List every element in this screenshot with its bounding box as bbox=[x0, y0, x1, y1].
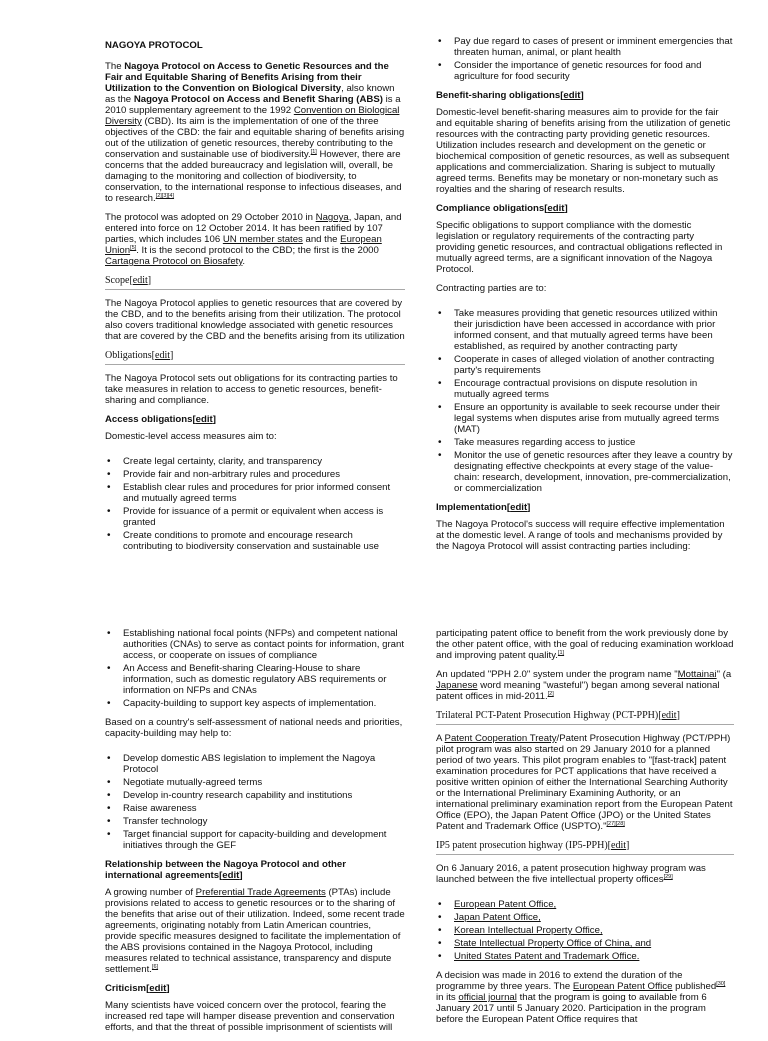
edit-link[interactable]: edit bbox=[563, 90, 581, 101]
link-patent-cooperation-treaty[interactable]: Patent Cooperation Treaty bbox=[444, 733, 557, 744]
edit-link[interactable]: edit bbox=[547, 203, 565, 214]
text-run: An updated "PPH 2.0" system under the program name " bbox=[436, 669, 678, 680]
pph2-paragraph bbox=[436, 669, 734, 702]
list-item: • Negotiate mutually-agreed terms bbox=[105, 777, 405, 788]
list-item: • Ensure an opportunity is available to seek recourse under their legal systems when disputes arise from mutually agreed terms (MAT) bbox=[436, 402, 734, 435]
text-run: (PTAs) include provisions related to access to genetic resources or to the sharing of the benefits that arise out of their utilization. Indeed, some recent trade agreements, originating notably from Latin American countries, provide specific measures designed to facilitate the implementation of the ABS provisions contained in the Nagoya Protocol, including measures related to technical assistance, transparency and dispute settlement. bbox=[105, 887, 405, 975]
list-item: • Provide fair and non-arbitrary rules and procedures bbox=[105, 469, 405, 480]
link-state-ip-office-china[interactable]: State Intellectual Property Office of China, and bbox=[454, 938, 652, 949]
heading-text: Access obligations bbox=[105, 414, 193, 425]
section-heading-scope: Scope[edit] bbox=[105, 275, 405, 290]
list-item: • Establish clear rules and procedures for prior informed consent and mutually agreed terms bbox=[105, 482, 405, 504]
text-run: participating patent office to benefit from the work previously done by the other patent office, with the goal of reducing examination workload and improving patent quality. bbox=[436, 628, 734, 661]
link-japanese[interactable]: Japanese bbox=[436, 680, 478, 691]
list-item: • Pay due regard to cases of present or imminent emergencies that threaten human, animal, or plant health bbox=[436, 36, 734, 58]
text-run: word meaning "wasteful") began among several national patent offices in mid-2011. bbox=[436, 680, 720, 702]
access-intro: Domestic-level access measures aim to: bbox=[105, 431, 277, 442]
contracting-list bbox=[436, 308, 734, 494]
obligations-paragraph: The Nagoya Protocol sets out obligations for its contracting parties to take measures in relation to access to genetic resources, benefit-sharing and compliance. bbox=[105, 373, 398, 406]
reference-link[interactable]: [1] bbox=[557, 649, 565, 656]
link-european-patent-office-2[interactable]: European Patent Office bbox=[572, 981, 673, 992]
link-official-journal[interactable]: official journal bbox=[458, 992, 517, 1003]
subheading-criticism: Criticism[edit] bbox=[105, 983, 170, 994]
list-item: • Develop domestic ABS legislation to implement the Nagoya Protocol bbox=[105, 753, 405, 775]
list-item: • Target financial support for capacity-building and development initiatives through the GEF bbox=[105, 829, 405, 851]
edit-link[interactable]: edit bbox=[510, 502, 528, 513]
heading-text: Trilateral PCT-Patent Prosecution Highway (PCT-PPH) bbox=[436, 710, 659, 721]
link-uspto[interactable]: United States Patent and Trademark Office. bbox=[454, 951, 640, 962]
list-item: • Raise awareness bbox=[105, 803, 405, 814]
adoption-paragraph bbox=[105, 212, 405, 267]
list-item bbox=[436, 925, 734, 936]
subheading-compliance: Compliance obligations[edit] bbox=[436, 203, 568, 214]
ip5-paragraph bbox=[436, 863, 734, 885]
page2-right-column bbox=[436, 628, 734, 1033]
page-gap bbox=[0, 590, 768, 620]
list-item: • Encourage contractual provisions on dispute resolution in mutually agreed terms bbox=[436, 378, 734, 400]
subheading-implementation: Implementation[edit] bbox=[436, 502, 531, 513]
implementation-paragraph: The Nagoya Protocol's success will require effective implementation at the domestic level. A range of tools and mechanisms provided by the Nagoya Protocol will assist contracting parties including: bbox=[436, 519, 725, 552]
heading-text: Criticism bbox=[105, 983, 147, 994]
list-item: • Cooperate in cases of alleged violation of another contracting party's requirements bbox=[436, 354, 734, 376]
list-item: • Capacity-building to support key aspects of implementation. bbox=[105, 698, 405, 709]
text-run: in its bbox=[436, 992, 459, 1003]
section-heading-obligations: Obligations[edit] bbox=[105, 350, 405, 365]
list-item: • Create conditions to promote and encourage research contributing to biodiversity conservation and sustainable use bbox=[105, 530, 405, 552]
reference-link[interactable]: [1] bbox=[310, 148, 317, 155]
tools-list bbox=[105, 628, 405, 709]
text-run: However, there are concerns that the added bureaucracy and legislation will, overall, be damaging to the monitoring and collection of biodiversity, to conservation, to the international response to infectious diseases, and to research. bbox=[105, 149, 402, 204]
page-title: NAGOYA PROTOCOL bbox=[105, 40, 203, 51]
list-item: • Consider the importance of genetic resources for food and agriculture for food security bbox=[436, 60, 734, 82]
heading-text: Obligations bbox=[105, 350, 152, 361]
text-run: . It is the second protocol to the CBD; the first is the 2000 bbox=[136, 245, 379, 256]
heading-text: Relationship between the Nagoya Protocol and other international agreements bbox=[105, 859, 346, 881]
list-item: • An Access and Benefit-sharing Clearing-House to share information, such as domestic regulatory ABS requirements or information on NFPs and CNAs bbox=[105, 663, 405, 696]
document-page-2 bbox=[0, 620, 768, 1033]
text-run: and the bbox=[302, 234, 341, 245]
reference-link[interactable]: [2] bbox=[547, 690, 554, 697]
edit-link[interactable]: edit bbox=[132, 275, 148, 286]
link-korean-ip-office[interactable]: Korean Intellectual Property Office, bbox=[454, 925, 603, 936]
text-run: (CBD). Its aim is the implementation of one of the three objectives of the CBD: the fair and equitable sharing of benefits arising out of the utilization of genetic resources, thereby contributing to the conservation and sustainable use of biodiversity. bbox=[105, 116, 405, 160]
edit-link[interactable]: edit bbox=[149, 983, 167, 994]
heading-text: Compliance obligations bbox=[436, 203, 545, 214]
text-run: " (a bbox=[716, 669, 732, 680]
reference-link[interactable]: [6] bbox=[151, 963, 159, 970]
link-mottainai[interactable]: Mottainai bbox=[677, 669, 717, 680]
subheading-benefit-sharing: Benefit-sharing obligations[edit] bbox=[436, 90, 584, 101]
heading-text: Implementation bbox=[436, 502, 507, 513]
trilateral-paragraph bbox=[436, 733, 734, 832]
pph-continuation-paragraph bbox=[436, 628, 734, 661]
bold-text: Nagoya Protocol on Access and Benefit Sharing (ABS) bbox=[133, 94, 383, 105]
decision-paragraph bbox=[436, 970, 734, 1025]
compliance-paragraph: Specific obligations to support compliance with the domestic legislation or regulatory requirements of the contracting party providing genetic resources, and contractual obligations reflected in mutually agreed terms, are a significant innovation of the Nagoya Protocol. bbox=[436, 220, 723, 275]
reference-link[interactable]: [30] bbox=[716, 980, 726, 987]
edit-link[interactable]: edit bbox=[222, 870, 240, 881]
text-run: . bbox=[242, 256, 246, 267]
page1-left-column bbox=[105, 36, 405, 560]
emergency-list bbox=[436, 36, 734, 82]
list-item: • Take measures regarding access to justice bbox=[436, 437, 734, 448]
list-item: • Take measures providing that genetic resources utilized within their jurisdiction have been accessed in accordance with prior informed consent, and that mutually agreed terms have been established, as required by another contracting party bbox=[436, 308, 734, 352]
edit-link[interactable]: edit bbox=[155, 350, 171, 361]
contracting-intro: Contracting parties are to: bbox=[436, 283, 547, 294]
list-item bbox=[436, 938, 734, 949]
edit-link[interactable]: edit bbox=[195, 414, 213, 425]
bold-text: Nagoya Protocol on Access to Genetic Resources and the Fair and Equitable Sharing of Benefits Arising from their Utilization to the Convention on Biological Diversity bbox=[105, 61, 389, 94]
reference-link[interactable]: [5] bbox=[130, 244, 137, 251]
heading-text: Scope bbox=[105, 275, 130, 286]
access-list bbox=[105, 456, 405, 552]
reference-link[interactable]: [27][28] bbox=[606, 820, 625, 827]
text-run: The bbox=[105, 61, 125, 72]
text-run: is a 2010 supplementary agreement to the 1992 bbox=[105, 94, 401, 116]
heading-text: IP5 patent prosecution highway (IP5-PPH) bbox=[436, 840, 608, 851]
link-european-patent-office[interactable]: European Patent Office, bbox=[454, 899, 557, 910]
edit-link[interactable]: edit bbox=[611, 840, 626, 851]
section-heading-ip5: IP5 patent prosecution highway (IP5-PPH)[edit] bbox=[436, 840, 734, 855]
page2-left-column bbox=[105, 628, 405, 1041]
text-run: /Patent Prosecution Highway (PCT/PPH) pilot program was also started on 29 January 2010 for a planned period of two years. This pilot program enables to "[fast-track] patent examination procedures for PCT applications that have received a positive written opinion of either the International Searching Authority or the International Preliminary Examining Authority, or an international preliminary examination report from the European Patent Office (EPO), the Japan Patent Office (JPO) or the United States Patent and Trademark Office (USPTO)." bbox=[436, 733, 733, 832]
capacity-list bbox=[105, 753, 405, 851]
scope-paragraph: The Nagoya Protocol applies to genetic resources that are covered by the CBD, and to the benefits arising from their utilization. The protocol also covers traditional knowledge associated with genetic resources that are covered by the CBD and the benefits arising from its utilization bbox=[105, 298, 405, 342]
list-item: • Transfer technology bbox=[105, 816, 405, 827]
benefit-paragraph: Domestic-level benefit-sharing measures aim to provide for the fair and equitable sharing of benefits arising from the utilization of genetic resources with the contracting party providing genetic resources. Utilization includes research and development on the genetic or biochemical composition of genetic resources, as well as subsequent applications and commercialization. Sharing is subject to mutually agreed terms. Benefits may be monetary or non-monetary such as royalties and the sharing of research results. bbox=[436, 107, 731, 195]
capacity-paragraph: Based on a country's self-assessment of national needs and priorities, capacity-building may help to: bbox=[105, 717, 403, 739]
text-run: A growing number of bbox=[105, 887, 196, 898]
intro-paragraph bbox=[105, 61, 405, 204]
link-european-union[interactable]: European Union bbox=[105, 234, 382, 256]
text-run: A bbox=[436, 733, 445, 744]
list-item bbox=[436, 899, 734, 910]
text-run: On 6 January 2016, a patent prosecution highway program was launched between the five intellectual property offices bbox=[436, 863, 706, 885]
ip5-offices-list bbox=[436, 899, 734, 962]
list-item bbox=[436, 951, 734, 962]
text-run: , Japan, and entered into force on 12 October 2014. It has been ratified by 107 parties, which includes 106 bbox=[105, 212, 402, 245]
reference-link[interactable]: [2][3][4] bbox=[155, 192, 175, 199]
link-japan-patent-office[interactable]: Japan Patent Office, bbox=[454, 912, 541, 923]
list-item: • Create legal certainty, clarity, and transparency bbox=[105, 456, 405, 467]
page1-right-column bbox=[436, 36, 734, 560]
subheading-relationship: Relationship between the Nagoya Protocol and other international agreements[edit] bbox=[105, 859, 346, 881]
list-item: • Develop in-country research capability and institutions bbox=[105, 790, 405, 801]
list-item: • Monitor the use of genetic resources after they leave a country by designating effective checkpoints at every stage of the value-chain: research, development, innovation, pre-commercialization, or commercialization bbox=[436, 450, 734, 494]
reference-link[interactable]: [29] bbox=[663, 873, 673, 880]
text-run: , also known as the bbox=[105, 83, 395, 105]
link-cartagena-protocol[interactable]: Cartagena Protocol on Biosafety bbox=[105, 256, 243, 267]
list-item: • Provide for issuance of a permit or equivalent when access is granted bbox=[105, 506, 405, 528]
text-run: The protocol was adopted on 29 October 2010 in bbox=[105, 212, 316, 223]
list-item: • Establishing national focal points (NFPs) and competent national authorities (CNAs) to serve as contact points for information, grant access, or cooperate on issues of compliance bbox=[105, 628, 405, 661]
link-nagoya[interactable]: Nagoya bbox=[315, 212, 349, 223]
text-run: A decision was made in 2016 to extend the duration of the programme by three years. The bbox=[436, 970, 683, 992]
text-run: published bbox=[672, 981, 717, 992]
text-run: that the program is going to available from 6 January 2017 until 5 January 2020. Participation in the program before the European Patent Office requires that bbox=[436, 992, 707, 1025]
link-un-member-states[interactable]: UN member states bbox=[222, 234, 303, 245]
link-cbd[interactable]: Convention on Biological Diversity bbox=[105, 105, 400, 127]
relationship-paragraph bbox=[105, 887, 405, 975]
heading-text: Benefit-sharing obligations bbox=[436, 90, 561, 101]
list-item bbox=[436, 912, 734, 923]
subheading-access-obligations: Access obligations[edit] bbox=[105, 414, 216, 425]
edit-link[interactable]: edit bbox=[661, 710, 677, 721]
link-preferential-trade-agreements[interactable]: Preferential Trade Agreements bbox=[195, 887, 326, 898]
criticism-paragraph: Many scientists have voiced concern over the protocol, fearing the increased red tape will hamper disease prevention and conservation efforts, and that the threat of possible imprisonment of scientists will bbox=[105, 1000, 395, 1033]
section-heading-trilateral: Trilateral PCT-Patent Prosecution Highway (PCT-PPH)[edit] bbox=[436, 710, 734, 725]
